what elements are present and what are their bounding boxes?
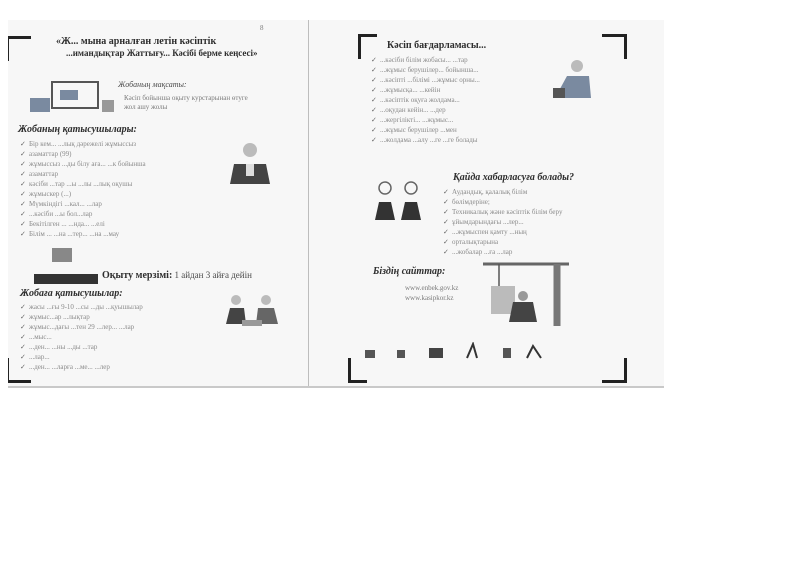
list-item: ✓ ...оқудан кейін... ...дер	[371, 106, 480, 114]
list-item: ✓ жұмыссыз ...ды білу аға... ...к бойынша	[20, 160, 146, 168]
list-item: ✓ бөлімдеріне;	[443, 198, 562, 206]
meeting-illustration	[222, 292, 282, 332]
page-number: 8	[260, 24, 264, 32]
list-item: ✓ жұмыс...ар ...лықтар	[20, 313, 143, 321]
list-item: ✓ жұмыскер (...)	[20, 190, 146, 198]
participants2-heading: Жобаға қатысушылар:	[20, 288, 123, 299]
list-item: ✓ ұйымдарындағы ...лер...	[443, 218, 562, 226]
list-item: ✓ ...кәсіби білім жобасы... ...тар	[371, 56, 480, 64]
list-item: ✓ ...жолдама ...алу ...ге ...ге болады	[371, 136, 480, 144]
list-item: ✓ ...мыс...	[20, 333, 143, 341]
goal-text-line1: Кәсіп бойынша оқыту курстарынан өтуге	[124, 94, 248, 102]
list-item: ✓ Аудандық, қалалық білім	[443, 188, 562, 196]
left-title-line1: «Ж... мына арналған летін кәсіптік	[56, 36, 217, 47]
right-page	[309, 20, 664, 386]
construction-crane-illustration	[479, 256, 573, 328]
right-heading2: Қайда хабарласуға болады?	[453, 172, 575, 183]
training-period	[102, 270, 252, 281]
right-heading1: Кәсіп бағдарламасы...	[387, 40, 487, 51]
list-item: ✓ Техникалық және кәсіптік білім беру	[443, 208, 562, 216]
list-item: ✓ жасы ...ғы 9-10 ...сы ...ды ...қуышылар	[20, 303, 143, 311]
site-link-2[interactable]: www.kasipkor.kz	[405, 294, 454, 302]
computer-illustration	[28, 80, 118, 114]
training-period-value: 1 айдан 3 айға дейін	[174, 270, 252, 280]
participants-list	[20, 140, 146, 240]
list-item: ✓ ...кәсіби ...ы бол...лар	[20, 210, 146, 218]
briefcase-desk-illustration	[34, 246, 98, 286]
right-heading3: Біздің сайттар:	[373, 266, 446, 277]
training-period-label: Оқыту мерзімі:	[102, 270, 173, 281]
scanned-brochure-spread	[8, 20, 664, 388]
list-item: ✓ ...ден... ...ны ...ды ...тар	[20, 343, 143, 351]
list-item: ✓ кәсіби ...тар ...ы ...лы ...лық оқушы	[20, 180, 146, 188]
list-item: ✓ Мүмкіндігі ...кал... ...лар	[20, 200, 146, 208]
list-item: ✓ ...жұмыс берушілер ...мен	[371, 126, 480, 134]
list-item: ✓ ...кәсіпті ...білімі ...жұмыс орны...	[371, 76, 480, 84]
career-icons-row	[363, 342, 553, 362]
program-list	[371, 56, 480, 146]
list-item: ✓ ...жұмысқа... ...кейін	[371, 86, 480, 94]
list-item: ✓ Білім ... ...на ...тер... ...на ...мау	[20, 230, 146, 238]
contact-list	[443, 188, 562, 258]
goal-heading: Жобаның мақсаты:	[118, 80, 187, 89]
left-title-line2: ...имандықтар Жаттығу... Кәсібі берме кеңсесі»	[66, 48, 258, 58]
list-item: ✓ азаматтар	[20, 170, 146, 178]
list-item: ✓ ...жұмыспен қамту ...ның	[443, 228, 562, 236]
list-item: ✓ орталықтарына	[443, 238, 562, 246]
business-people-illustration	[226, 140, 274, 186]
list-item: ✓ ...кәсіптік оқуға жолдама...	[371, 96, 480, 104]
list-item: ✓ Бір кем... ...лық дәрежелі жұмыссыз	[20, 140, 146, 148]
list-item: ✓ Бекітілген ... ...нда... ...елі	[20, 220, 146, 228]
list-item: ✓ ...жергілікті... ...жұмыс...	[371, 116, 480, 124]
left-page	[8, 20, 308, 386]
two-people-illustration	[373, 180, 423, 224]
participants2-list	[20, 303, 143, 373]
list-item: ✓ ...жобалар ...ға ...лар	[443, 248, 562, 256]
goal-text-line2: жол ашу жолы	[124, 103, 168, 111]
list-item: ✓ жұмыс...дағы ...тен 29 ...лер... ...лар	[20, 323, 143, 331]
worker-illustration	[549, 58, 595, 100]
list-item: ✓ ...лар...	[20, 353, 143, 361]
list-item: ✓ азаматтар (99)	[20, 150, 146, 158]
site-link-1[interactable]: www.enbek.gov.kz	[405, 284, 459, 292]
participants-heading: Жобаның қатысушылары:	[18, 124, 137, 135]
list-item: ✓ ...жұмыс берушілер... бойынша...	[371, 66, 480, 74]
list-item: ✓ ...ден... ...ларға ...ме... ...лер	[20, 363, 143, 371]
